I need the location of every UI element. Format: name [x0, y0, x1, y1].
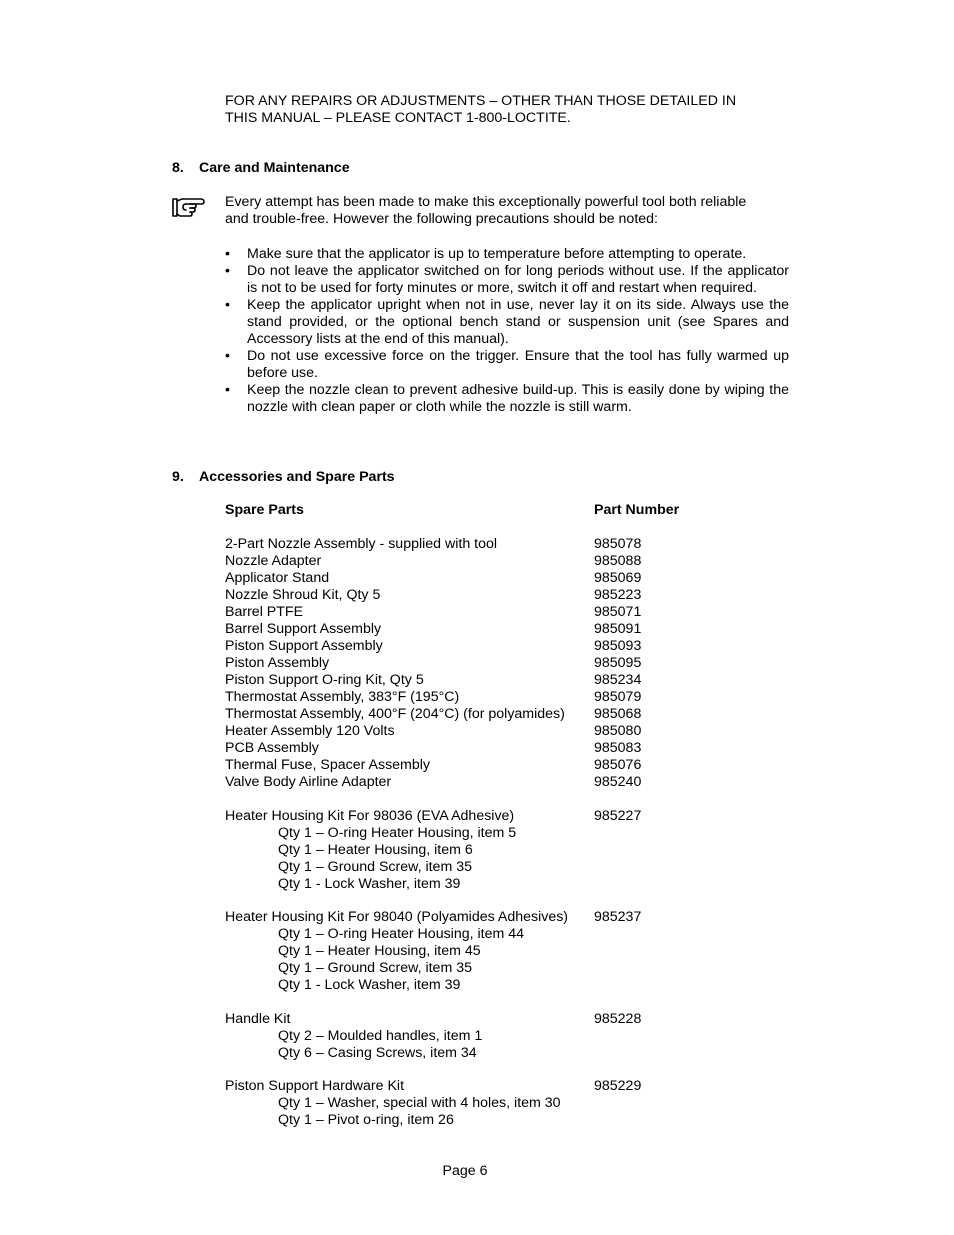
- part-number: 985088: [594, 553, 642, 569]
- kit-row: [225, 909, 825, 926]
- section-9-title: Accessories and Spare Parts: [199, 469, 395, 485]
- part-number: 985091: [594, 621, 642, 637]
- intro-line-1: Every attempt has been made to make this exceptionally powerful tool both reliable: [225, 194, 747, 210]
- table-row: [225, 672, 641, 689]
- table-row: [225, 774, 641, 791]
- table-row: [225, 570, 641, 587]
- part-number: 985095: [594, 655, 642, 671]
- repair-notice: [225, 93, 825, 127]
- table-row: [225, 757, 641, 774]
- part-name: Valve Body Airline Adapter: [225, 774, 392, 790]
- list-item: [225, 297, 789, 348]
- table-row: [225, 655, 641, 672]
- section-8-title: Care and Maintenance: [199, 160, 350, 176]
- pointing-hand-icon: [171, 196, 205, 218]
- part-name: Barrel PTFE: [225, 604, 304, 620]
- table-row: [225, 553, 641, 570]
- part-name: Thermal Fuse, Spacer Assembly: [225, 757, 431, 773]
- spare-parts-column-header: Spare Parts: [225, 502, 304, 518]
- kit-part-number: 985228: [594, 1011, 642, 1027]
- precaution-text: Keep the applicator upright when not in use, never lay it on its side. Always use the stand provided, or the optional bench stand or suspension unit (see Spares and Accessory lists at the end of this manual).: [247, 297, 789, 347]
- kit-item: Qty 1 – Heater Housing, item 45: [278, 943, 481, 959]
- precaution-text: Keep the nozzle clean to prevent adhesive build-up. This is easily done by wiping the nozzle with clean paper or cloth while the nozzle is still warm.: [247, 382, 789, 415]
- kit-item: Qty 1 – Ground Screw, item 35: [278, 859, 472, 875]
- kit-item: Qty 1 - Lock Washer, item 39: [278, 977, 461, 993]
- part-name: PCB Assembly: [225, 740, 319, 756]
- kit-item: Qty 1 – Pivot o-ring, item 26: [278, 1112, 454, 1128]
- precaution-text: Do not use excessive force on the trigger. Ensure that the tool has fully warmed up before use.: [247, 348, 789, 381]
- kit-name: Heater Housing Kit For 98036 (EVA Adhesive): [225, 808, 515, 824]
- part-name: Piston Support Assembly: [225, 638, 383, 654]
- list-item: [225, 382, 789, 416]
- precaution-text: Make sure that the applicator is up to temperature before attempting to operate.: [247, 246, 747, 262]
- bullet-icon: [225, 348, 235, 365]
- table-row: [225, 706, 641, 723]
- part-number: 985080: [594, 723, 642, 739]
- precaution-text: Do not leave the applicator switched on for long periods without use. If the applicator is not to be used for forty minutes or more, switch it off and restart when required.: [247, 263, 789, 296]
- kit-item: Qty 1 – Heater Housing, item 6: [278, 842, 473, 858]
- part-name: Thermostat Assembly, 400°F (204°C) (for polyamides): [225, 706, 565, 722]
- bullet-icon: [225, 246, 235, 263]
- part-number: 985069: [594, 570, 642, 586]
- part-name: Nozzle Shroud Kit, Qty 5: [225, 587, 381, 603]
- part-name: Nozzle Adapter: [225, 553, 322, 569]
- kit-item: Qty 1 – Washer, special with 4 holes, item 30: [278, 1095, 561, 1111]
- table-row: [225, 604, 641, 621]
- part-number: 985078: [594, 536, 642, 552]
- table-row: [225, 740, 641, 757]
- table-row: [225, 689, 641, 706]
- part-number: 985071: [594, 604, 642, 620]
- kit-name: Handle Kit: [225, 1011, 291, 1027]
- kit-part-number: 985237: [594, 909, 642, 925]
- section-9-number: 9.: [172, 469, 184, 485]
- bullet-icon: [225, 382, 235, 399]
- table-row: [225, 638, 641, 655]
- repair-notice-line-1: FOR ANY REPAIRS OR ADJUSTMENTS – OTHER THAN THOSE DETAILED IN: [225, 93, 737, 109]
- kit-item: Qty 6 – Casing Screws, item 34: [278, 1045, 477, 1061]
- part-number: 985079: [594, 689, 642, 705]
- part-name: Applicator Stand: [225, 570, 330, 586]
- intro-line-2: and trouble-free. However the following precautions should be noted:: [225, 211, 658, 227]
- part-name: 2-Part Nozzle Assembly - supplied with tool: [225, 536, 498, 552]
- kit-item: Qty 1 – Ground Screw, item 35: [278, 960, 472, 976]
- part-number: 985083: [594, 740, 642, 756]
- kit-handle: [225, 1011, 825, 1062]
- table-row: [225, 536, 641, 553]
- page-number: Page 6: [442, 1163, 488, 1179]
- section-8-intro: [225, 194, 795, 228]
- kit-item: Qty 1 - Lock Washer, item 39: [278, 876, 461, 892]
- table-row: [225, 723, 641, 740]
- kit-name: Heater Housing Kit For 98040 (Polyamides Adhesives): [225, 909, 569, 925]
- kit-row: [225, 1078, 825, 1095]
- part-name: Piston Support O-ring Kit, Qty 5: [225, 672, 424, 688]
- repair-notice-line-2: THIS MANUAL – PLEASE CONTACT 1-800-LOCTITE.: [225, 110, 571, 126]
- table-row: [225, 621, 641, 638]
- part-number: 985234: [594, 672, 642, 688]
- kit-row: [225, 1011, 825, 1028]
- list-item: [225, 263, 789, 297]
- precautions-list: [225, 246, 789, 416]
- spare-parts-table: [225, 536, 641, 791]
- part-name: Thermostat Assembly, 383°F (195°C): [225, 689, 460, 705]
- bullet-icon: [225, 297, 235, 314]
- part-number: 985240: [594, 774, 642, 790]
- part-name: Piston Assembly: [225, 655, 330, 671]
- part-number: 985068: [594, 706, 642, 722]
- kit-name: Piston Support Hardware Kit: [225, 1078, 405, 1094]
- kit-part-number: 985229: [594, 1078, 642, 1094]
- section-9-heading: [172, 469, 395, 486]
- part-number: 985223: [594, 587, 642, 603]
- part-number-column-header: Part Number: [594, 502, 680, 518]
- list-item: [225, 246, 789, 263]
- part-name: Heater Assembly 120 Volts: [225, 723, 395, 739]
- kit-item: Qty 1 – O-ring Heater Housing, item 44: [278, 926, 525, 942]
- section-8-heading: [172, 160, 350, 177]
- section-8-number: 8.: [172, 160, 184, 176]
- kit-row: [225, 808, 825, 825]
- table-row: [225, 587, 641, 604]
- list-item: [225, 348, 789, 382]
- kit-piston-support-hardware: [225, 1078, 825, 1129]
- kit-item: Qty 2 – Moulded handles, item 1: [278, 1028, 483, 1044]
- part-number: 985093: [594, 638, 642, 654]
- part-number: 985076: [594, 757, 642, 773]
- part-name: Barrel Support Assembly: [225, 621, 382, 637]
- kit-part-number: 985227: [594, 808, 642, 824]
- bullet-icon: [225, 263, 235, 280]
- kit-heater-housing-eva: [225, 808, 825, 893]
- kit-item: Qty 1 – O-ring Heater Housing, item 5: [278, 825, 517, 841]
- kit-heater-housing-polyamides: [225, 909, 825, 994]
